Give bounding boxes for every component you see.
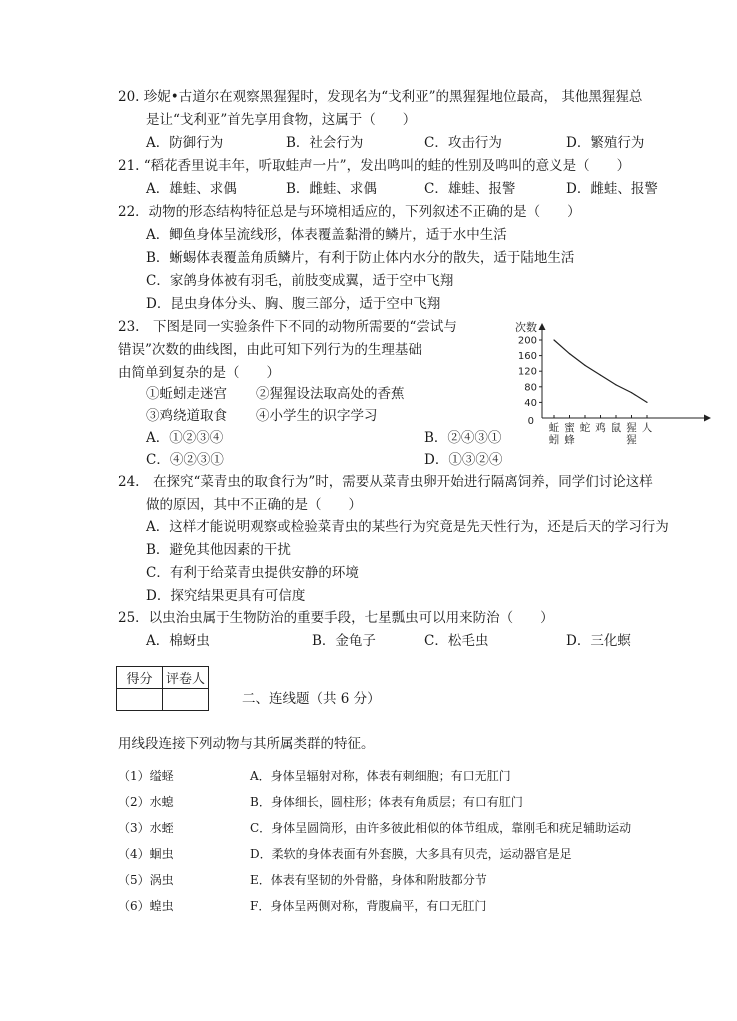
q23-option-b: B．②④③① <box>424 430 502 446</box>
q21-option-d: D．雌蛙、报警 <box>566 181 658 197</box>
data-point <box>646 402 647 403</box>
section2-title: 二、连线题（共 6 分） <box>242 691 381 707</box>
score-table <box>116 666 209 711</box>
x-categories <box>549 415 653 446</box>
q23-option-c: C．④②③① <box>146 452 224 468</box>
q22-option-a: A．鲫鱼身体呈流线形，体表覆盖黏滑的鳞片，适于水中生活 <box>146 227 507 243</box>
q23-item-1: ①蚯蚓走迷宫 <box>146 386 227 402</box>
match-right-c[interactable]: C．身体呈圆筒形，由许多彼此相似的体节组成，靠刚毛和疣足辅助运动 <box>250 821 632 835</box>
q23-items-row2 <box>146 407 476 425</box>
match-right-f[interactable]: F．身体呈两侧对称，背腹扁平，有口无肛门 <box>250 899 487 913</box>
q25-option-c: C．松毛虫 <box>424 633 489 649</box>
q23-item-2: ②猩猩设法取高处的香蕉 <box>256 386 405 402</box>
q25-option-d: D．三化螟 <box>566 633 631 649</box>
q22-option-d: D．昆虫身体分头、胸、腹三部分，适于空中飞翔 <box>146 296 441 312</box>
y-tick-label: 200 <box>517 335 537 347</box>
y-tick-label: 40 <box>524 397 537 409</box>
grader-cell[interactable] <box>163 689 209 711</box>
q25-options <box>146 632 666 650</box>
q22-option-b: B．蜥蜴体表覆盖角质鳞片，有利于防止体内水分的散失，适于陆地生活 <box>146 250 575 266</box>
q24-stem-line1: 24. 在探究“菜青虫的取食行为”时，需要从菜青虫卵开始进行隔离饲养，同学们讨论这样 <box>118 474 653 490</box>
y-ticks <box>518 336 542 428</box>
match-left-6[interactable]: （6）蝗虫 <box>118 899 174 913</box>
x-category-label: 鸡 <box>595 422 606 434</box>
q24-stem-line2: 做的原因，其中不正确的是（ ） <box>146 497 362 513</box>
q22-option-c: C．家鸽身体被有羽毛，前肢变成翼，适于空中飞翔 <box>146 273 454 289</box>
q23-stem-line1: 23. 下图是同一实验条件下不同的动物所需要的“尝试与 <box>118 319 457 335</box>
match-right-d[interactable]: D．柔软的身体表面有外套膜，大多具有贝壳，运动器官是足 <box>250 847 572 861</box>
data-point <box>615 384 616 385</box>
section2-instruction: 用线段连接下列动物与其所属类群的特征。 <box>118 736 375 752</box>
y-axis-label: 次数 <box>515 321 537 334</box>
q21-options <box>146 180 666 198</box>
q21-option-a: A．雄蛙、求偶 <box>146 181 237 197</box>
data-point <box>584 365 585 366</box>
match-left-3[interactable]: （3）水蛭 <box>118 821 174 835</box>
q20-option-b: B．社会行为 <box>286 135 364 151</box>
q20-stem-line2: 是让“戈利亚”首先享用食物，这属于（ ） <box>146 112 417 128</box>
match-right-a[interactable]: A．身体呈辐射对称，体表有刺细胞；有口无肛门 <box>250 769 511 783</box>
x-category-label: 猩猩 <box>626 422 637 446</box>
q24-option-c: C．有利于给菜青虫提供安静的环境 <box>146 565 359 581</box>
grader-header: 评卷人 <box>163 667 209 689</box>
q24-option-b: B．避免其他因素的干扰 <box>146 542 291 558</box>
q20-option-a: A．防御行为 <box>146 135 224 151</box>
q21-option-c: C．雄蛙、报警 <box>424 181 516 197</box>
q21-option-b: B．雌蛙、求偶 <box>286 181 377 197</box>
x-category-label: 蜜蜂 <box>564 422 575 446</box>
score-cell[interactable] <box>117 689 163 711</box>
score-header: 得分 <box>117 667 163 689</box>
q25-option-b: B．金龟子 <box>312 633 376 649</box>
y-tick-label: 160 <box>517 351 537 363</box>
series-line <box>554 340 647 402</box>
q23-item-3: ③鸡绕道取食 <box>146 408 227 424</box>
q22-stem: 22．动物的形态结构特征总是与环境相适应的，下列叙述不正确的是（ ） <box>118 204 581 220</box>
q23-items-row1 <box>146 385 476 403</box>
data-point <box>553 339 554 340</box>
q25-stem: 25．以虫治虫属于生物防治的重要手段，七星瓢虫可以用来防治（ ） <box>118 610 554 626</box>
q24-option-d: D．探究结果更具有可信度 <box>146 588 306 604</box>
match-left-4[interactable]: （4）蛔虫 <box>118 847 174 861</box>
x-category-label: 人 <box>641 422 653 434</box>
y-tick-label: 0 <box>527 416 534 427</box>
q23-stem-line2: 错误”次数的曲线图，由此可知下列行为的生理基础 <box>118 342 422 358</box>
q23-item-4: ④小学生的识字学习 <box>256 408 378 424</box>
q20-options <box>146 134 666 152</box>
q21-stem: 21. “稻花香里说丰年，听取蛙声一片”，发出鸣叫的蛙的性别及鸣叫的意义是（ ） <box>118 158 631 174</box>
q25-option-a: A．棉蚜虫 <box>146 633 210 649</box>
match-right-b[interactable]: B．身体细长，圆柱形；体表有角质层；有口有肛门 <box>250 795 523 809</box>
data-point <box>600 375 601 376</box>
match-left-5[interactable]: （5）涡虫 <box>118 873 174 887</box>
x-category-label: 蛇 <box>579 422 591 434</box>
q23-option-a: A．①②③④ <box>146 430 224 446</box>
q20-option-d: D．繁殖行为 <box>566 135 645 151</box>
y-tick-label: 120 <box>517 366 537 378</box>
match-left-2[interactable]: （2）水螅 <box>118 795 174 809</box>
x-category-label: 蚯蚓 <box>548 422 560 446</box>
q20-option-c: C．攻击行为 <box>424 135 502 151</box>
data-point <box>569 353 570 354</box>
x-category-label: 鼠 <box>610 422 622 434</box>
q24-option-a: A．这样才能说明观察或检验菜青虫的某些行为究竟是先天性行为，还是后天的学习行为 <box>146 519 669 535</box>
q20-stem-line1: 20. 珍妮•古道尔在观察黑猩猩时，发现名为“戈利亚”的黑猩猩地位最高， 其他黑猩猩总 <box>118 89 643 105</box>
q23-stem-line3: 由简单到复杂的是（ ） <box>118 365 280 381</box>
match-right-e[interactable]: E．体表有坚韧的外骨骼，身体和附肢都分节 <box>250 873 487 887</box>
y-tick-label: 80 <box>524 382 537 394</box>
match-left-1[interactable]: （1）缢蛏 <box>118 769 174 783</box>
q23-option-d: D．①③②④ <box>424 452 503 468</box>
data-point <box>631 392 632 393</box>
trial-error-chart <box>505 318 715 448</box>
